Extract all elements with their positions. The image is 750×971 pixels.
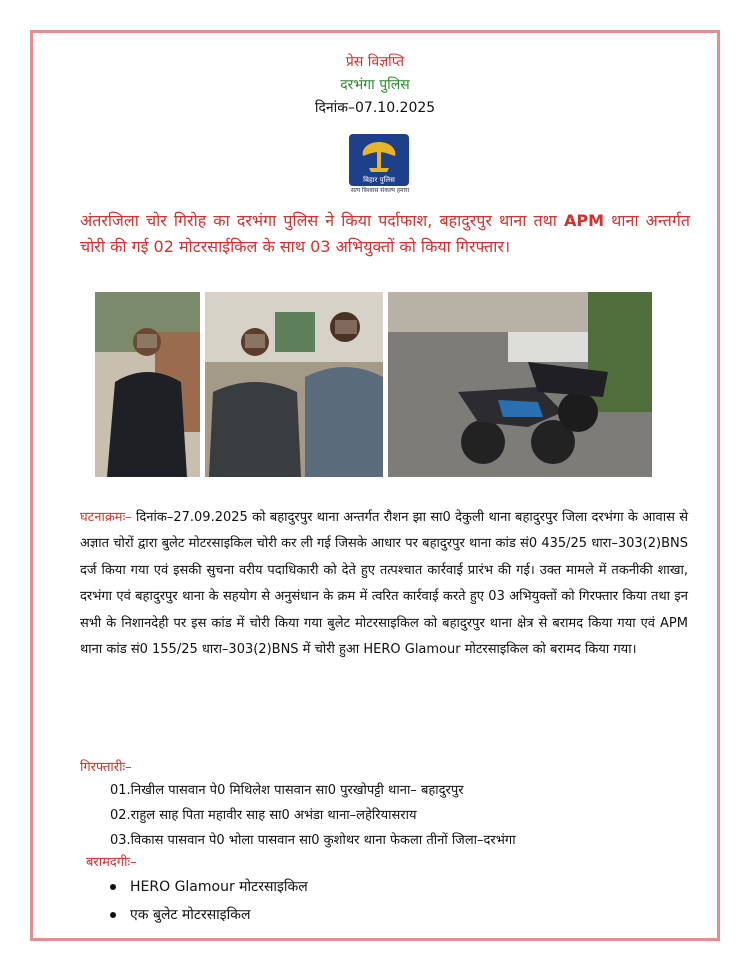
svg-text:बिहार पुलिस: बिहार पुलिस — [363, 176, 395, 184]
release-date: दिनांक–07.10.2025 — [314, 100, 436, 116]
bullet-icon — [110, 912, 116, 918]
headline: अंतरजिला चोर गिरोह का दरभंगा पुलिस ने किया पर्दाफाश, बहादुरपुर थाना तथा APM थाना अन्तर्गत चोरी की गई 02 मोटरसाईकिल के साथ 03 अभियुक्तों को किया गिरफ्तार। — [80, 211, 690, 256]
arrest-item-2: 02.राहुल साह पिता महावीर साह सा0 अभंडा थाना–लहेरियासराय — [110, 808, 417, 823]
arrest-item-3: 03.विकास पासवान पे0 भोला पासवान सा0 कुशोथर थाना फेकला तीनों जिला–दरभंगा — [110, 833, 516, 848]
bullet-icon — [110, 884, 116, 890]
logo-motto: सत्य विश्वास संकल्प हमारा — [350, 187, 410, 194]
arrest-item-1: 01.निखील पासवान पे0 मिथिलेश पासवान सा0 पुरखोपट्टी थाना– बहादुरपुर — [110, 783, 464, 798]
recovery-item-1: HERO Glamour मोटरसाइकिल — [110, 877, 308, 896]
press-release-title: प्रेस विज्ञप्ति — [345, 54, 405, 70]
recovery-item-2: एक बुलेट मोटरसाइकिल — [110, 905, 251, 924]
incident-description: घटनाक्रमः– दिनांक–27.09.2025 को बहादुरपुर थाना अन्तर्गत रौशन झा सा0 देकुली थाना बहादुरपुर जिला दरभंगा के आवास से अज्ञात चोरों द्वारा बुलेट मोटरसाइकिल चोरी कर ली गई जिसके आधार पर बहादुरपुर थाना कांड सं0 435/25 धारा–303(2)BNS दर्ज किया गया एवं इसकी सुचना वरीय पदाधिकारी को देते हुए तत्पश्चात कार्रवाई प्रारंभ की गई। उक्त मामले में तकनीकी शाखा, दरभंगा एवं बहादुरपुर थाना के सहयोग से अनुसंधान के क्रम में त्वरित कार्रवाई करते हुए 03 अभियुक्तों को गिरफ्तार किया तथा इन सभी के निशानदेही पर इस कांड में चोरी किया गया बुलेट मोटरसाइकिल को बहादुरपुर थाना क्षेत्र से बरामद किया गया एवं APM थाना कांड सं0 155/25 धारा–303(2)BNS में चोरी हुआ HERO Glamour मोटरसाइकिल को बरामद किया गया। — [80, 510, 688, 658]
bihar-police-logo — [347, 132, 411, 194]
recovery-heading: बरामदगीः– — [86, 855, 137, 870]
arrests-heading: गिरफ्तारीः– — [80, 760, 132, 775]
police-name: दरभंगा पुलिस — [340, 77, 410, 93]
recovered-motorcycles-photo — [388, 292, 652, 477]
accused-photo-1 — [95, 292, 200, 477]
accused-photos-2-3 — [205, 292, 383, 477]
